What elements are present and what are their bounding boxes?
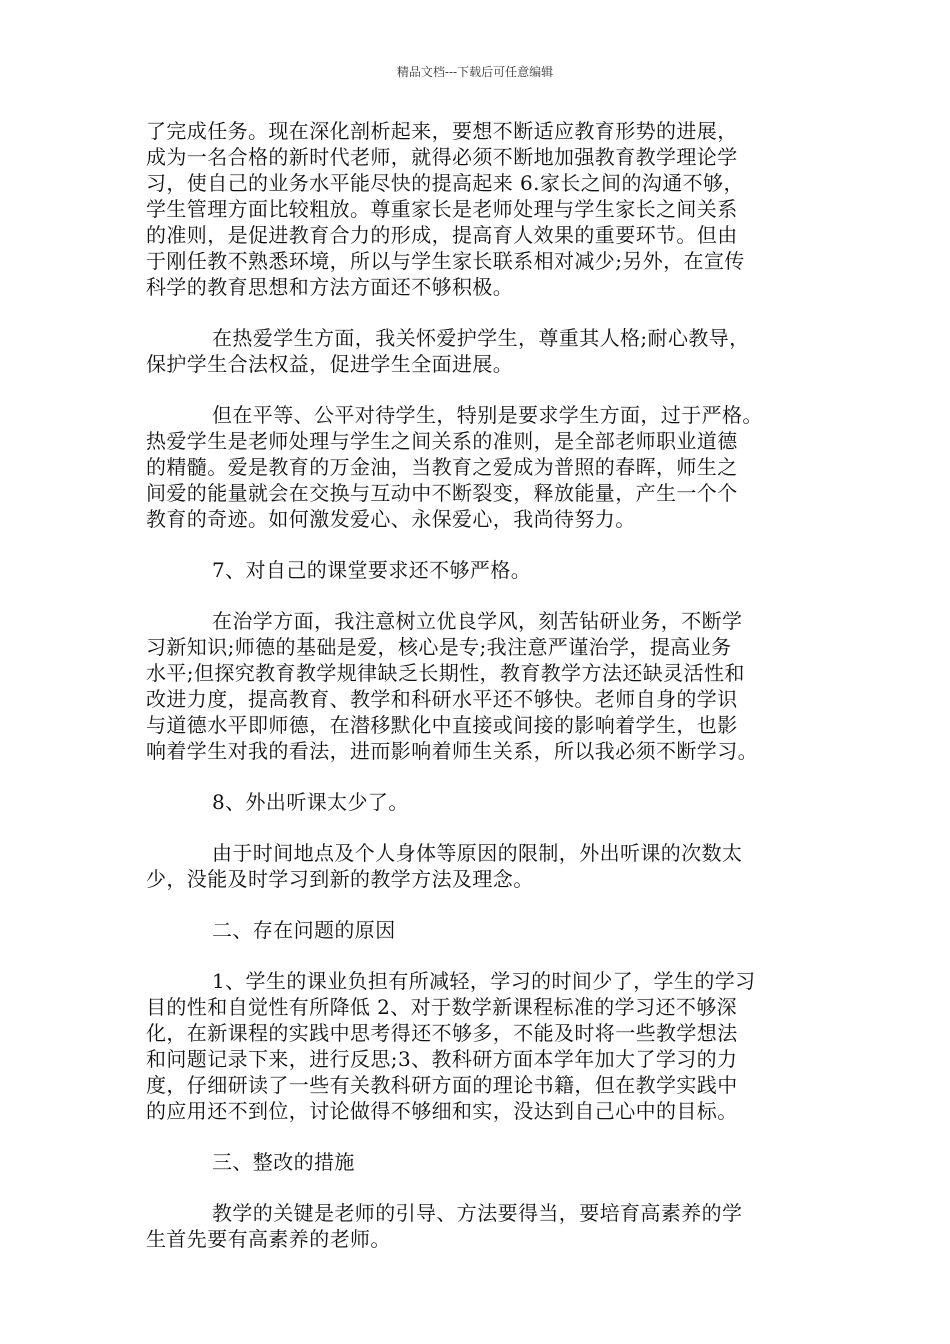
text-line: 于刚任教不熟悉环境，所以与学生家长联系相对减少;另外，在宣传 [146, 249, 745, 273]
paragraph [146, 789, 806, 815]
paragraph [146, 325, 806, 377]
paragraph [146, 917, 806, 943]
text-line: 与道德水平即师德，在潜移默化中直接或间接的影响着学生，也影 [146, 713, 738, 737]
text-line: 8、外出听课太少了。 [212, 790, 409, 814]
paragraph [146, 118, 806, 300]
text-line: 间爱的能量就会在交换与互动中不断裂变，释放能量，产生一个个 [146, 481, 738, 505]
text-line: 习，使自己的业务水平能尽快的提高起来 6.家长之间的沟通不够， [146, 171, 744, 195]
text-line: 在热爱学生方面，我关怀爱护学生，尊重其人格;耐心教导， [212, 326, 750, 350]
text-line: 改进力度，提高教育、教学和科研水平还不够快。老师自身的学识 [146, 687, 738, 711]
text-line: 生首先要有高素养的老师。 [146, 1227, 391, 1251]
text-line: 习新知识;师德的基础是爱，核心是专;我注意严谨治学，提高业务 [146, 635, 732, 659]
text-line: 教学的关键是老师的引导、方法要得当，要培育高素养的学 [212, 1201, 743, 1225]
paragraph [146, 608, 806, 764]
text-line: 保护学生合法权益，促进学生全面进展。 [146, 352, 514, 376]
text-line: 热爱学生是老师处理与学生之间关系的准则，是全部老师职业道德 [146, 429, 738, 453]
paragraph [146, 1200, 806, 1252]
text-line: 的应用还不到位，讨论做得不够细和实，没达到自己心中的目标。 [146, 1099, 738, 1123]
paragraph [146, 1149, 806, 1175]
paragraph [146, 402, 806, 532]
text-line: 教育的奇迹。如何激发爱心、永保爱心，我尚待努力。 [146, 507, 636, 531]
text-line: 三、整改的措施 [212, 1150, 355, 1174]
text-line: 1、学生的课业负担有所减轻，学习的时间少了，学生的学习 [212, 969, 756, 993]
text-line: 成为一名合格的新时代老师，就得必须不断地加强教育教学理论学 [146, 145, 738, 169]
text-line: 的准则，是促进教育合力的形成，提高育人效果的重要环节。但由 [146, 223, 738, 247]
text-line: 度，仔细研读了一些有关教科研方面的理论书籍，但在教学实践中 [146, 1073, 738, 1097]
text-line: 响着学生对我的看法，进而影响着师生关系，所以我必须不断学习。 [146, 739, 758, 763]
document-body [146, 118, 806, 1277]
text-line: 化，在新课程的实践中思考得还不够多，不能及时将一些教学想法 [146, 1021, 738, 1045]
text-line: 7、对自己的课堂要求还不够严格。 [212, 558, 532, 582]
text-line: 水平;但探究教育教学规律缺乏长期性，教育教学方法还缺灵活性和 [146, 661, 745, 685]
text-line: 科学的教育思想和方法方面还不够积极。 [146, 275, 514, 299]
text-line: 的精髓。爱是教育的万金油，当教育之爱成为普照的春晖，师生之 [146, 455, 738, 479]
text-line: 由于时间地点及个人身体等原因的限制，外出听课的次数太 [212, 841, 743, 865]
text-line: 但在平等、公平对待学生，特别是要求学生方面，过于严格。 [212, 403, 763, 427]
text-line: 二、存在问题的原因 [212, 918, 396, 942]
text-line: 少，没能及时学习到新的教学方法及理念。 [146, 867, 534, 891]
page-header: 精品文档---下载后可任意编辑 [396, 65, 554, 79]
text-line: 了完成任务。现在深化剖析起来，要想不断适应教育形势的进展， [146, 119, 738, 143]
paragraph [146, 968, 806, 1124]
text-line: 目的性和自觉性有所降低 2、对于数学新课程标准的学习还不够深 [146, 995, 738, 1019]
text-line: 学生管理方面比较粗放。尊重家长是老师处理与学生家长之间关系 [146, 197, 738, 221]
paragraph [146, 557, 806, 583]
text-line: 和问题记录下来，进行反思;3、教科研方面本学年加大了学习的力 [146, 1047, 738, 1071]
text-line: 在治学方面，我注意树立优良学风，刻苦钻研业务，不断学 [212, 609, 743, 633]
paragraph [146, 840, 806, 892]
